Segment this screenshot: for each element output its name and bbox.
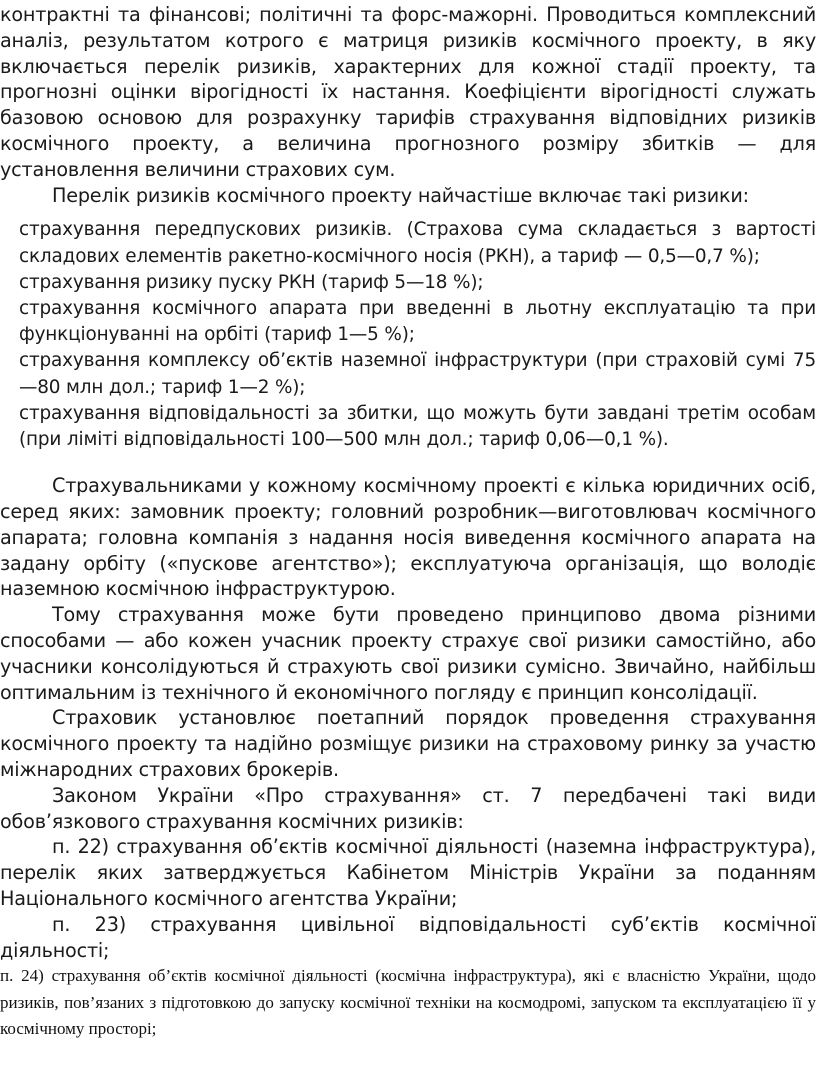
paragraph-item-22: п. 22) страхування об’єктів космічної діяльності (наземна інфраструктура), перелік яких затверджується Кабінетом Міністрів України за поданням Національного космічного агентства України; bbox=[0, 835, 816, 910]
paragraph-risk-analysis: контрактні та фінансові; політичні та форс-мажорні. Проводиться комплексний аналіз, результатом котрого є матриця ризиків космічного проекту, в яку включається перелік ризиків, характерних для кожної стадії проекту, та прогнозні оцінки вірогідності їх настання. Коефіцієнти вірогідності служать базовою основою для розрахунку тарифів страхування відповідних ризиків космічного проекту, а величина прогнозного розміру збитків — для установлення величини страхових сум. bbox=[0, 3, 816, 181]
paragraph-insurer-procedure: Страховик установлює поетапний порядок проведення страхування космічного проекту та надійно розміщує ризики на страховому ринку за участю міжнародних страхових брокерів. bbox=[0, 706, 816, 781]
list-item: страхування ризику пуску РКН (тариф 5—18 %); bbox=[19, 271, 484, 293]
risk-list bbox=[0, 217, 816, 453]
list-item: страхування космічного апарата при введенні в льотну експлуатацію та при функціонуванні на орбіті (тариф 1—5 %); bbox=[19, 297, 816, 346]
paragraph-law-reference: Законом України «Про страхування» ст. 7 передбачені такі види обов’язкового страхування космічних ризиків: bbox=[0, 783, 816, 833]
paragraph-insurance-methods: Тому страхування може бути проведено принципово двома різними способами — або кожен учасник проекту страхує свої ризики самостійно, або учасники консолідуються й страхують свої ризики сумісно. Звичайно, найбільш оптимальним із технічного й економічного погляду є принцип консолідації. bbox=[0, 603, 816, 704]
paragraph-item-23: п. 23) страхування цивільної відповідальності суб’єктів космічної діяльності; bbox=[0, 912, 816, 962]
paragraph-item-24: п. 24) страхування об’єктів космічної діяльності (космічна інфраструктура), які є власністю України, щодо ризиків, пов’язаних з підготовкою до запуску космічної техніки на космодромі, запуском та експлуатацією її у космічному просторі; bbox=[0, 966, 816, 1039]
paragraph-risk-list-intro: Перелік ризиків космічного проекту найчастіше включає такі ризики: bbox=[52, 183, 749, 207]
list-item: страхування комплексу об’єктів наземної інфраструктури (при страховій сумі 75—80 млн дол.; тариф 1—2 %); bbox=[19, 350, 816, 398]
list-item: страхування відповідальності за збитки, що можуть бути завдані третім особам (при ліміті відповідальності 100—500 млн дол.; тариф 0,06—0,1 %). bbox=[19, 402, 816, 450]
list-item: страхування передпускових ризиків. (Страхова сума складається з вартості складових елементів ракетно-космічного носія (РКН), а тариф — 0,5—0,7 %); bbox=[19, 219, 816, 267]
paragraph-insurers: Страхувальниками у кожному космічному проекті є кілька юридичних осіб, серед яких: замовник проекту; головний розробник—виготовлювач космічного апарата; головна компанія з надання носія виведення космічного апарата на задану орбіту («пускове агентство»); експлуатуюча організація, що володіє наземною космічною інфраструктурою. bbox=[0, 474, 816, 601]
